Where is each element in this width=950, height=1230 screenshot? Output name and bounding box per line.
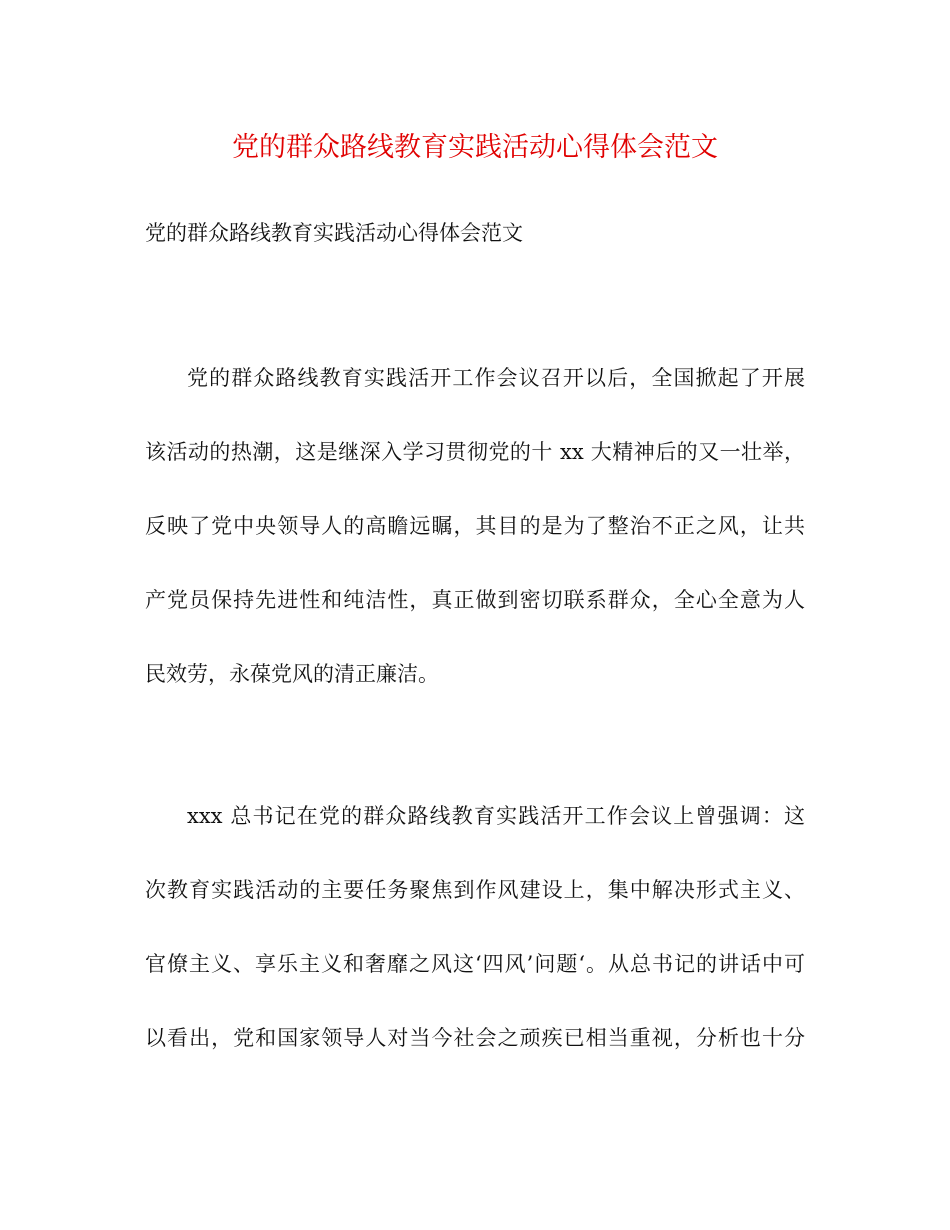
paragraph-line: 次教育实践活动的主要任务聚焦到作风建设上，集中解决形式主义、 (145, 878, 805, 902)
paragraph-line: 党的群众路线教育实践活开工作会议召开以后，全国掀起了开展 (187, 366, 805, 390)
paragraph-2 (145, 800, 805, 1096)
document-subtitle: 党的群众路线教育实践活动心得体会范文 (145, 221, 523, 245)
paragraph-line: xxx 总书记在党的群众路线教育实践活开工作会议上曾强调：这 (187, 804, 805, 828)
paragraph-line: 官僚主义、享乐主义和奢靡之风这‘四风’问题‘。从总书记的讲话中可 (145, 952, 805, 976)
paragraph-line: 产党员保持先进性和纯洁性，真正做到密切联系群众，全心全意为人 (145, 588, 805, 612)
paragraph-1 (145, 362, 805, 732)
paragraph-line: 该活动的热潮，这是继深入学习贯彻党的十 xx 大精神后的又一壮举， (145, 440, 805, 464)
paragraph-line: 反映了党中央领导人的高瞻远瞩，其目的是为了整治不正之风，让共 (145, 514, 805, 538)
paragraph-line: 民效劳，永葆党风的清正廉洁。 (145, 662, 439, 686)
document-title: 党的群众路线教育实践活动心得体会范文 (232, 132, 718, 163)
paragraph-line: 以看出，党和国家领导人对当今社会之顽疾已相当重视，分析也十分 (145, 1026, 805, 1050)
